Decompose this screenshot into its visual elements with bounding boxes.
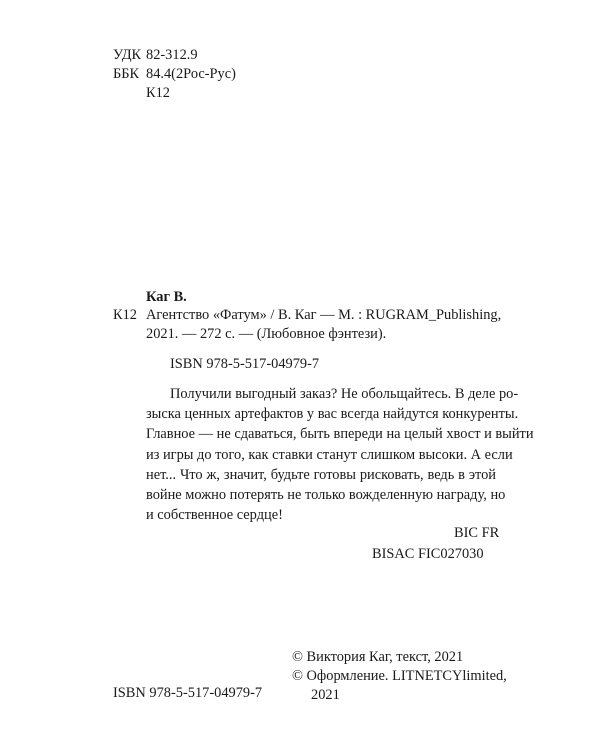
biblio-line: Агентство «Фатум» / В. Каг — М. : RUGRAM_Publishing, <box>146 307 502 323</box>
annotation-line: зыска ценных артефактов у вас всегда найдутся конкуренты. <box>146 406 519 423</box>
annotation-line: из игры до того, как ставки станут слишком высоки. А если <box>146 446 513 463</box>
bbk-row <box>113 65 236 84</box>
bisac-code: BISAC FIC027030 <box>372 546 484 562</box>
author-sign-code: К12 <box>146 85 170 101</box>
annotation-line: и собственное сердце! <box>146 507 283 524</box>
author-sign-side: К12 <box>113 307 137 323</box>
isbn-lower: ISBN 978-5-517-04979-7 <box>113 685 263 701</box>
bibliographic-description <box>146 306 502 344</box>
udk-row <box>113 46 236 65</box>
copyright-notice <box>292 648 512 705</box>
annotation <box>146 384 534 525</box>
classification-block <box>113 46 236 103</box>
udk-label: УДК <box>113 47 142 63</box>
copyright-line: © Виктория Каг, текст, 2021 <box>292 649 464 665</box>
bbk-value: 84.4(2Рос-Рус) <box>146 66 236 82</box>
bbk-label: ББК <box>113 66 140 82</box>
copyright-line: © Оформление. LITNETCYlimited, <box>292 668 507 684</box>
copyright-line: 2021 <box>311 687 340 703</box>
bic-code: BIC FR <box>454 525 500 541</box>
biblio-line: 2021. — 272 с. — (Любовное фэнтези). <box>146 326 387 342</box>
annotation-line: Главное — не сдаваться, быть впереди на целый хвост и выйти <box>146 426 534 443</box>
author-name: Каг В. <box>146 289 187 305</box>
udk-value: 82-312.9 <box>146 47 198 63</box>
annotation-line: Получили выгодный заказ? Не обольщайтесь. В деле ро- <box>170 386 519 402</box>
isbn-upper: ISBN 978-5-517-04979-7 <box>170 356 320 372</box>
annotation-line: войне можно потерять не только вожделенную награду, но <box>146 486 506 503</box>
annotation-line: нет... Что ж, значит, будьте готовы рисковать, ведь в этой <box>146 466 496 483</box>
